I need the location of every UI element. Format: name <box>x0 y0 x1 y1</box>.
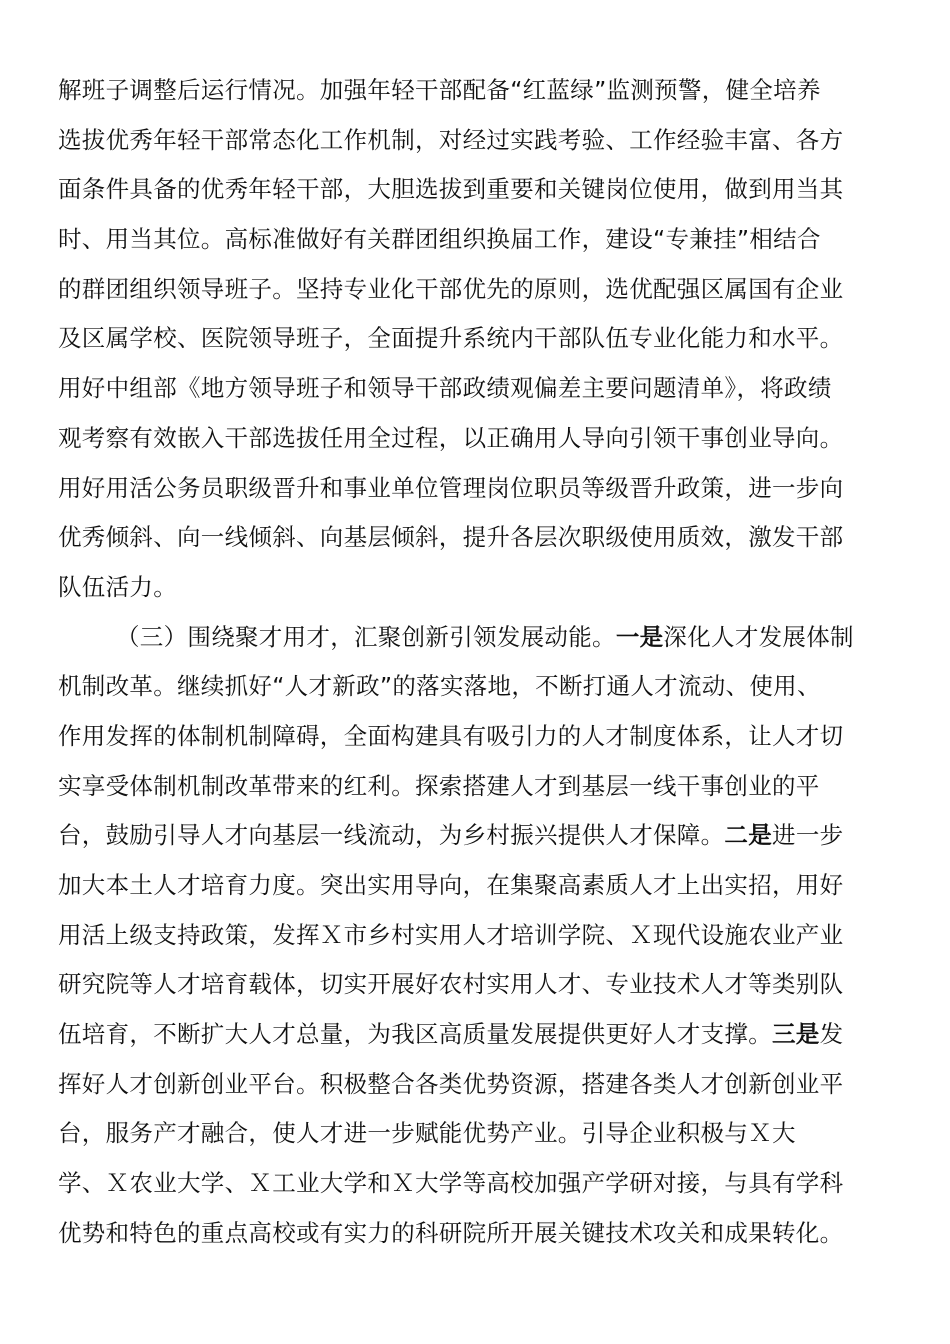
text-line: 的群团组织领导班子。坚持专业化干部优先的原则，选优配强区属国有企业 <box>58 274 844 303</box>
text-segment: 进一步 <box>772 821 844 850</box>
text-line: 机制改革。继续抓好“人才新政”的落实落地，不断打通人才流动、使用、 <box>58 672 821 701</box>
text-line: 学、Ｘ农业大学、Ｘ工业大学和Ｘ大学等高校加强产学研对接，与具有学科 <box>58 1169 844 1198</box>
text-line: 作用发挥的体制机制障碍，全面构建具有吸引力的人才制度体系，让人才切 <box>58 721 844 750</box>
section-heading-line <box>58 613 888 663</box>
point-three-marker: 三是 <box>772 1020 820 1049</box>
text-line: 面条件具备的优秀年轻干部，大胆选拔到重要和关键岗位使用，做到用当其 <box>58 175 844 204</box>
point-one-marker: 一是 <box>615 622 664 651</box>
text-line: 用活上级支持政策，发挥Ｘ市乡村实用人才培训学院、Ｘ现代设施农业产业 <box>58 920 844 949</box>
document-body <box>58 66 888 1259</box>
text-line: 队伍活力。 <box>58 572 177 601</box>
text-line: 研究院等人才培育载体，切实开展好农村实用人才、专业技术人才等类别队 <box>58 970 844 999</box>
text-line-mixed <box>58 811 888 861</box>
text-line: 优秀倾斜、向一线倾斜、向基层倾斜，提升各层次职级使用质效，激发干部 <box>58 523 844 552</box>
text-line: 解班子调整后运行情况。加强年轻干部配备“红蓝绿”监测预警，健全培养 <box>58 76 821 104</box>
text-line-mixed <box>58 1010 888 1060</box>
text-segment: 伍培育，不断扩大人才总量，为我区高质量发展提供更好人才支撑。 <box>58 1020 772 1049</box>
text-segment: 深化人才发展体制 <box>663 622 854 651</box>
text-line: 实享受体制机制改革带来的红利。探索搭建人才到基层一线干事创业的平 <box>58 771 820 800</box>
text-line: 观考察有效嵌入干部选拔任用全过程，以正确用人导向引领干事创业导向。 <box>58 423 844 452</box>
text-line: 用好用活公务员职级晋升和事业单位管理岗位职员等级晋升政策，进一步向 <box>58 473 844 502</box>
text-line: 及区属学校、医院领导班子，全面提升系统内干部队伍专业化能力和水平。 <box>58 324 844 353</box>
text-line: 加大本土人才培育力度。突出实用导向，在集聚高素质人才上出实招，用好 <box>58 871 844 899</box>
text-segment: 台，鼓励引导人才向基层一线流动，为乡村振兴提供人才保障。 <box>58 821 725 850</box>
text-line: 挥好人才创新创业平台。积极整合各类优势资源，搭建各类人才创新创业平 <box>58 1069 844 1098</box>
text-line: 时、用当其位。高标准做好有关群团组织换届工作，建设“专兼挂”相结合 <box>58 225 821 254</box>
text-line: 台，服务产才融合，使人才进一步赋能优势产业。引导企业积极与Ｘ大 <box>58 1119 796 1148</box>
text-line: 优势和特色的重点高校或有实力的科研院所开展关键技术攻关和成果转化。 <box>58 1218 844 1247</box>
text-line: 选拔优秀年轻干部常态化工作机制，对经过实践考验、工作经验丰富、各方 <box>58 125 844 154</box>
section-heading: （三）围绕聚才用才，汇聚创新引领发展动能。 <box>116 622 616 651</box>
text-line: 用好中组部《地方领导班子和领导干部政绩观偏差主要问题清单》，将政绩 <box>58 374 832 403</box>
point-two-marker: 二是 <box>724 821 773 850</box>
text-segment: 发 <box>819 1020 844 1049</box>
